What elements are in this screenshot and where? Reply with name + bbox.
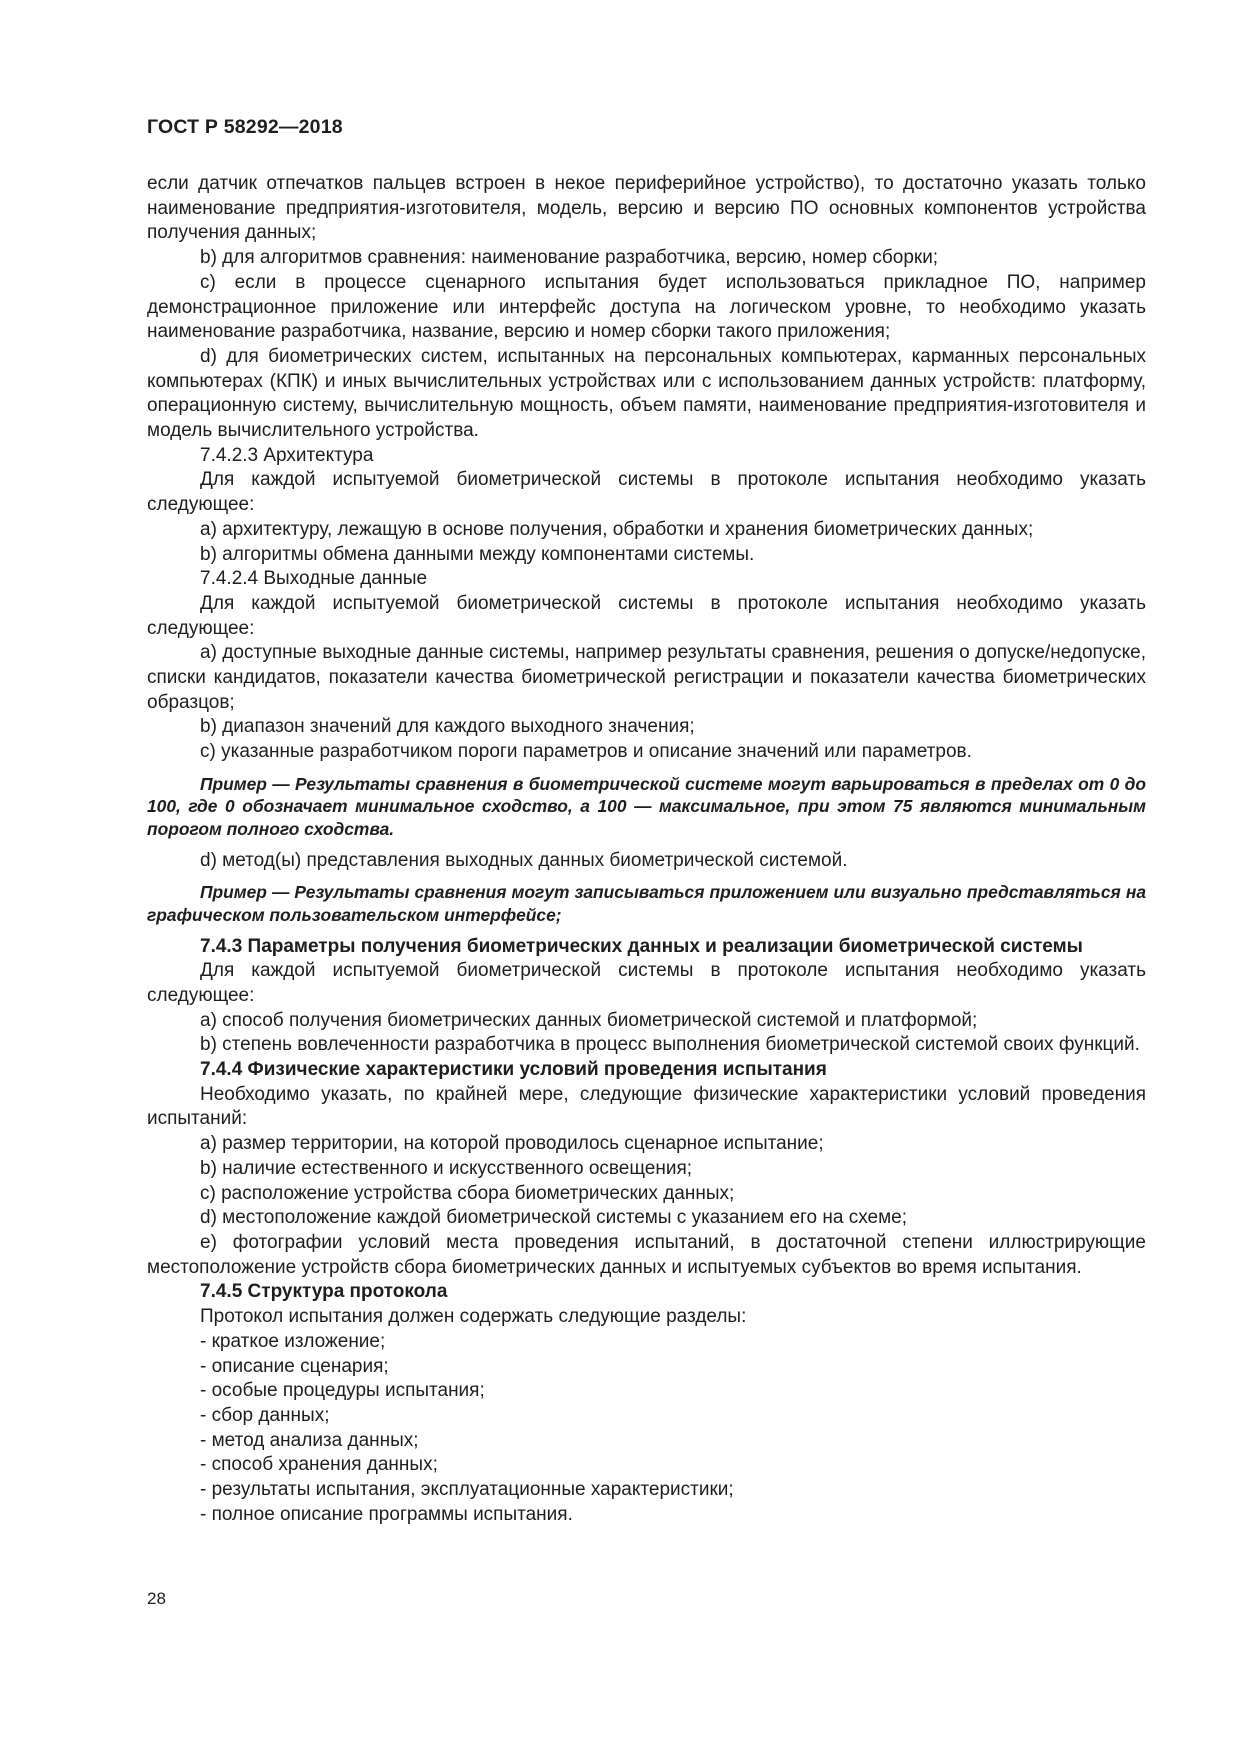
- paragraph-acquisition-intro: Для каждой испытуемой биометрической системы в протоколе испытания необходимо указать следующее:: [147, 960, 1146, 1006]
- section-heading-7-4-3: 7.4.3 Параметры получения биометрических данных и реализации биометрической системы: [200, 935, 1083, 957]
- list-item-storage: - способ хранения данных;: [200, 1454, 438, 1476]
- section-heading-7-4-2-4: 7.4.2.4 Выходные данные: [200, 568, 428, 590]
- list-item-a-output: a) доступные выходные данные системы, например результаты сравнения, решения о допуске/недопуске, списки кандидатов, показатели качества биометрической регистрации и показатели качества биометрических образцов;: [147, 642, 1146, 713]
- section-heading-7-4-5: 7.4.5 Структура протокола: [200, 1281, 448, 1303]
- list-item-a-territory: a) размер территории, на которой проводилось сценарное испытание;: [200, 1133, 824, 1155]
- paragraph-continuation: если датчик отпечатков пальцев встроен в некое периферийное устройство), то достаточно указать только наименование предприятия-изготовителя, модель, версию и версию ПО основных компонентов устройства получения данных;: [147, 173, 1146, 244]
- list-item-summary: - краткое изложение;: [200, 1330, 386, 1352]
- list-item-analysis-method: - метод анализа данных;: [200, 1429, 419, 1451]
- section-heading-7-4-2-3: 7.4.2.3 Архитектура: [200, 444, 374, 466]
- paragraph-output-intro: Для каждой испытуемой биометрической системы в протоколе испытания необходимо указать следующее:: [147, 592, 1146, 639]
- list-item-d-methods: d) метод(ы) представления выходных данных биометрической системой.: [200, 849, 848, 871]
- paragraph-architecture-intro: Для каждой испытуемой биометрической системы в протоколе испытания необходимо указать следующее:: [147, 469, 1146, 516]
- list-item-a-architecture: a) архитектуру, лежащую в основе получения, обработки и хранения биометрических данных;: [200, 518, 1034, 540]
- list-item-b-exchange: b) алгоритмы обмена данными между компонентами системы.: [200, 543, 755, 565]
- paragraph-structure-intro: Протокол испытания должен содержать следующие разделы:: [200, 1306, 747, 1328]
- example-note-1: Пример — Результаты сравнения в биометрической системе могут варьироваться в пределах от 0 до 100, где 0 обозначает минимальное сходство, а 100 — максимальное, при этом 75 являются минимальным порогом полного сходства.: [147, 773, 1146, 840]
- page-number: 28: [147, 1589, 166, 1608]
- list-item-c-software: c) если в процессе сценарного испытания будет использоваться прикладное ПО, например демонстрационное приложение или интерфейс доступа на логическом уровне, то необходимо указать наименование разработчика, название, версию и номер сборки такого приложения;: [147, 271, 1146, 343]
- list-item-procedures: - особые процедуры испытания;: [200, 1380, 485, 1402]
- list-item-results: - результаты испытания, эксплуатационные характеристики;: [200, 1479, 734, 1501]
- list-item-b-algorithms: b) для алгоритмов сравнения: наименование разработчика, версию, номер сборки;: [200, 247, 939, 269]
- list-item-b-lighting: b) наличие естественного и искусственного освещения;: [200, 1157, 693, 1179]
- list-item-a-acquisition: a) способ получения биометрических данных биометрической системой и платформой;: [200, 1009, 978, 1031]
- list-item-e-photos: e) фотографии условий места проведения испытаний, в достаточной степени иллюстрирующие местоположение устройств сбора биометрических данных и испытуемых субъектов во время испытания.: [147, 1231, 1146, 1278]
- document-header: ГОСТ Р 58292—2018: [147, 116, 343, 138]
- list-item-program: - полное описание программы испытания.: [200, 1503, 573, 1525]
- list-item-d-computers: d) для биометрических систем, испытанных на персональных компьютерах, карманных персональных компьютерах (КПК) и иных вычислительных устройствах или с использованием данных устройств: платформу, операционную систему, вычислительную мощность, объем памяти, наименование предприятия-изготовителя и модель вычислительного устройства.: [147, 345, 1146, 442]
- list-item-data-collection: - сбор данных;: [200, 1404, 330, 1426]
- document-body: [147, 172, 1146, 1527]
- list-item-c-device-location: c) расположение устройства сбора биометрических данных;: [200, 1182, 735, 1204]
- section-heading-7-4-4: 7.4.4 Физические характеристики условий проведения испытания: [200, 1059, 827, 1081]
- example-note-2: Пример — Результаты сравнения могут записываться приложением или визуально представляться на графическом пользовательском интерфейсе;: [147, 882, 1146, 925]
- list-item-b-range: b) диапазон значений для каждого выходного значения;: [200, 716, 695, 738]
- paragraph-physical-intro: Необходимо указать, по крайней мере, следующие физические характеристики условий проведения испытаний:: [147, 1083, 1146, 1130]
- list-item-d-system-location: d) местоположение каждой биометрической системы с указанием его на схеме;: [200, 1207, 907, 1229]
- list-item-scenario: - описание сценария;: [200, 1355, 389, 1377]
- list-item-b-involvement: b) степень вовлеченности разработчика в процесс выполнения биометрической системой своих функций.: [200, 1034, 1140, 1056]
- list-item-c-thresholds: c) указанные разработчиком пороги параметров и описание значений или параметров.: [200, 741, 972, 763]
